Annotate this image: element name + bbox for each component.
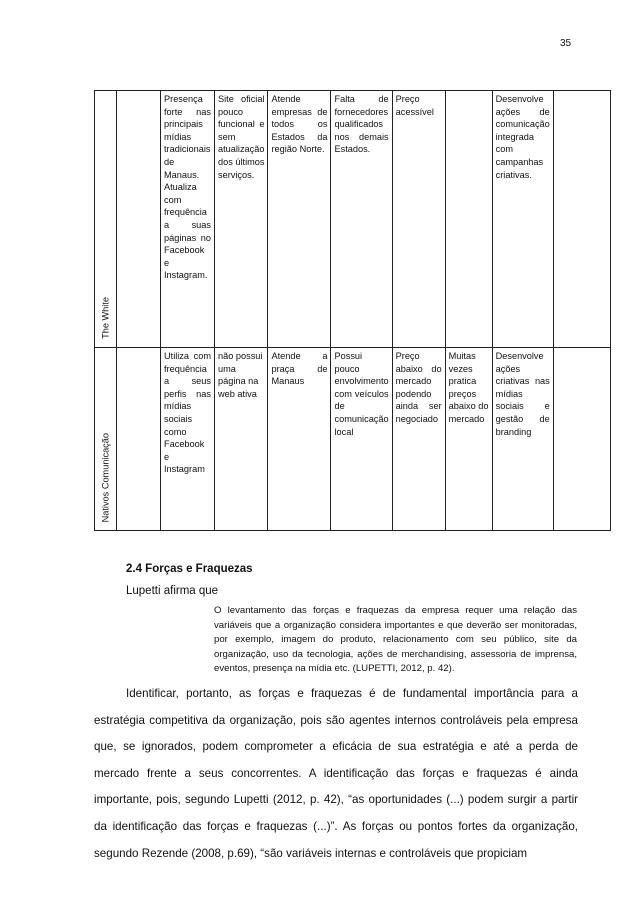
- table-cell: Falta de fornecedores qualificados nos demais Estados.: [331, 91, 392, 348]
- table-cell: [553, 348, 610, 531]
- table-row: [95, 91, 611, 348]
- table-cell: Desenvolve ações criativas nas mídias sociais e gestão de branding: [492, 348, 553, 531]
- page-number: 35: [560, 38, 572, 49]
- table-cell: não possui uma página na web ativa: [215, 348, 268, 531]
- table-cell: Preço acessível: [392, 91, 445, 348]
- block-quote: O levantamento das forças e fraquezas da empresa requer uma relação das variáveis que a organização considera importantes e que deverão ser monitoradas, por exemplo, imagem do produto, relacionamento com seu público, site da organização, uso da tecnologia, ações de merchandising, assessoria de imprensa, eventos, presença na mídia etc. (LUPETTI, 2012, p. 42).: [214, 605, 577, 675]
- table-cell: Muitas vezes pratica preços abaixo do mercado: [445, 348, 492, 531]
- row-label: Nativos Comunicação: [100, 432, 111, 522]
- empty-cell: [117, 348, 161, 531]
- table-cell: Site oficial pouco funcional e sem atualização dos últimos serviços.: [215, 91, 268, 348]
- table-cell: Desenvolve ações de comunicação integrada com campanhas criativas.: [492, 91, 553, 348]
- table-row: [95, 348, 611, 531]
- table-cell: [553, 91, 610, 348]
- quote-intro: Lupetti afirma que: [126, 585, 219, 597]
- body-paragraph: Identificar, portanto, as forças e fraquezas é de fundamental importância para a estratégia competitiva da organização, pois são agentes internos controláveis pela empresa que, se ignorados, podem comprometer a eficácia de sua estratégia e até a perda de mercado frente a seus concorrentes. A identificação das forças e fraquezas é ainda importante, pois, segundo Lupetti (2012, p. 42), “as oportunidades (...) podem surgir a partir da identificação das forças e fraquezas (...)”. As forças ou pontos fortes da organização, segundo Rezende (2008, p.69), “são variáveis internas e controláveis que propiciam: [94, 687, 578, 860]
- table-cell: Atende a praça de Manaus: [268, 348, 331, 531]
- table-cell: Utiliza com frequência a seus perfis nas mídias sociais como Facebook e Instagram: [161, 348, 215, 531]
- competitor-table: [94, 90, 611, 531]
- row-label: The White: [100, 297, 111, 339]
- table-cell: Atende empresas de todos os Estados da região Norte.: [268, 91, 331, 348]
- table-cell: Preço abaixo do mercado podendo ainda ser negociado: [392, 348, 445, 531]
- table-cell: Possui pouco envolvimento com veículos de comunicação local: [331, 348, 392, 531]
- table-cell: Presença forte nas principais mídias tradicionais de Manaus. Atualiza com frequência a suas páginas no Facebook e Instagram.: [161, 91, 215, 348]
- section-heading: 2.4 Forças e Fraquezas: [126, 563, 253, 575]
- empty-cell: [117, 91, 161, 348]
- row-header: [95, 348, 117, 531]
- row-header: [95, 91, 117, 348]
- body-text: [94, 681, 578, 867]
- table-cell: [445, 91, 492, 348]
